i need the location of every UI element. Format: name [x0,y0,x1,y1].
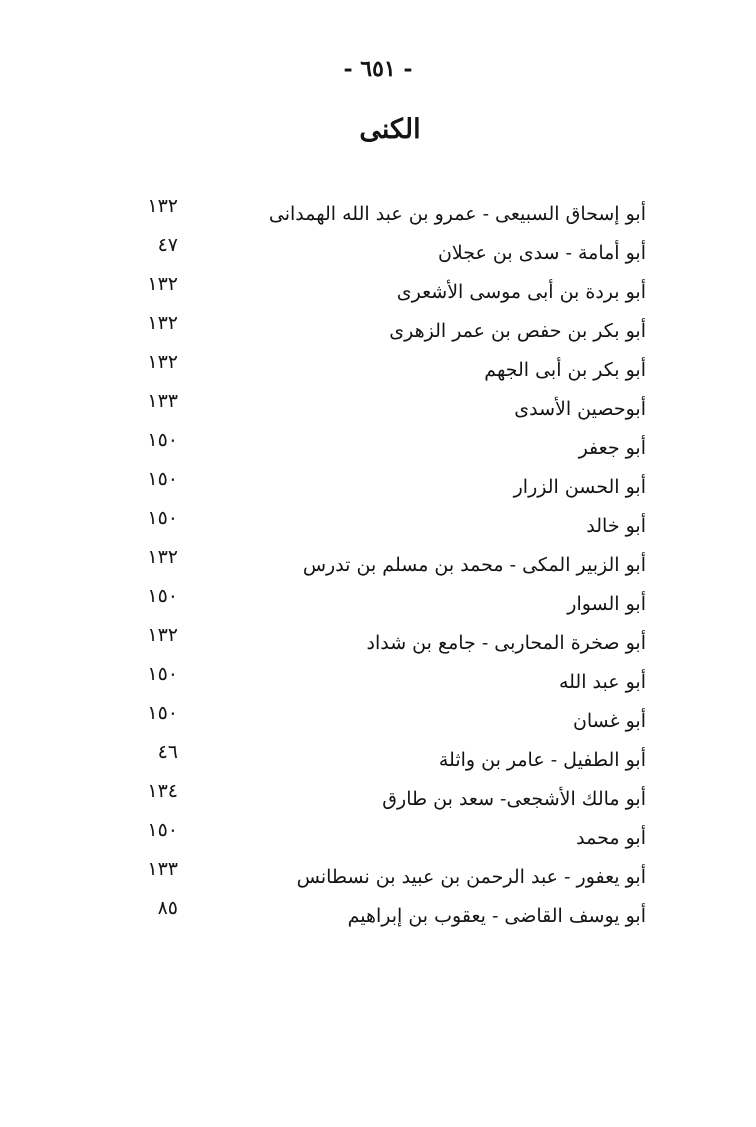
index-list [100,193,660,934]
entry-name: أبو صخرة المحاربى - جامع بن شداد [366,632,646,654]
entry-page-number: ١٣٢ [147,546,178,568]
entry-name: أبو مالك الأشجعى- سعد بن طارق [382,788,646,810]
entry-name: أبو بكر بن حفص بن عمر الزهرى [389,320,646,342]
entry-name: أبو خالد [586,515,646,537]
entry-page-number: ١٥٠ [147,468,178,490]
entry-name: أبوحصين الأسدى [514,398,646,420]
index-entry [100,193,660,232]
index-entry [100,739,660,778]
entry-page-number: ١٥٠ [147,585,178,607]
entry-name: أبو عبد الله [558,671,646,693]
entry-name: أبو بردة بن أبى موسى الأشعرى [396,281,646,303]
index-entry [100,622,660,661]
entry-page-number: ١٥٠ [147,429,178,451]
index-entry [100,505,660,544]
entry-page-number: ٤٦ [157,741,178,763]
index-entry [100,661,660,700]
entry-name: أبو الطفيل - عامر بن واثلة [438,749,646,771]
index-entry [100,700,660,739]
index-entry [100,466,660,505]
index-entry [100,349,660,388]
entry-name: أبو يوسف القاضى - يعقوب بن إبراهيم [347,905,646,927]
entry-page-number: ٨٥ [157,897,178,919]
index-entry [100,817,660,856]
entry-name: أبو جعفر [578,437,646,459]
entry-page-number: ١٣٢ [147,312,178,334]
entry-name: أبو محمد [576,827,646,849]
index-entry [100,310,660,349]
entry-page-number: ١٣٢ [147,273,178,295]
entry-page-number: ١٥٠ [147,507,178,529]
index-entry [100,388,660,427]
entry-page-number: ١٣٢ [147,624,178,646]
entry-name: أبو الحسن الزرار [513,476,646,498]
entry-name: أبو إسحاق السبيعى - عمرو بن عبد الله الهمدانى [268,203,646,225]
entry-name: أبو الزبير المكى - محمد بن مسلم بن تدرس [302,554,646,576]
page-number: - ٦٥١ - [343,56,413,82]
entry-page-number: ١٣٤ [147,780,178,802]
entry-page-number: ١٣٣ [147,858,178,880]
index-entry [100,232,660,271]
index-entry [100,427,660,466]
entry-page-number: ١٥٠ [147,663,178,685]
index-entry [100,856,660,895]
index-entry [100,271,660,310]
entry-name: أبو السوار [567,593,646,615]
entry-name: أبو غسان [572,710,646,732]
entry-page-number: ١٥٠ [147,702,178,724]
entry-page-number: ١٣٢ [147,195,178,217]
index-entry [100,778,660,817]
index-entry [100,544,660,583]
entry-name: أبو يعفور - عبد الرحمن بن عبيد بن نسطانس [296,866,646,888]
entry-name: أبو بكر بن أبى الجهم [484,359,646,381]
index-entry [100,583,660,622]
entry-page-number: ١٥٠ [147,819,178,841]
entry-page-number: ١٣٣ [147,390,178,412]
section-title: الكنى [359,114,421,145]
entry-name: أبو أمامة - سدى بن عجلان [437,242,646,264]
entry-page-number: ٤٧ [157,234,178,256]
entry-page-number: ١٣٢ [147,351,178,373]
index-entry [100,895,660,934]
